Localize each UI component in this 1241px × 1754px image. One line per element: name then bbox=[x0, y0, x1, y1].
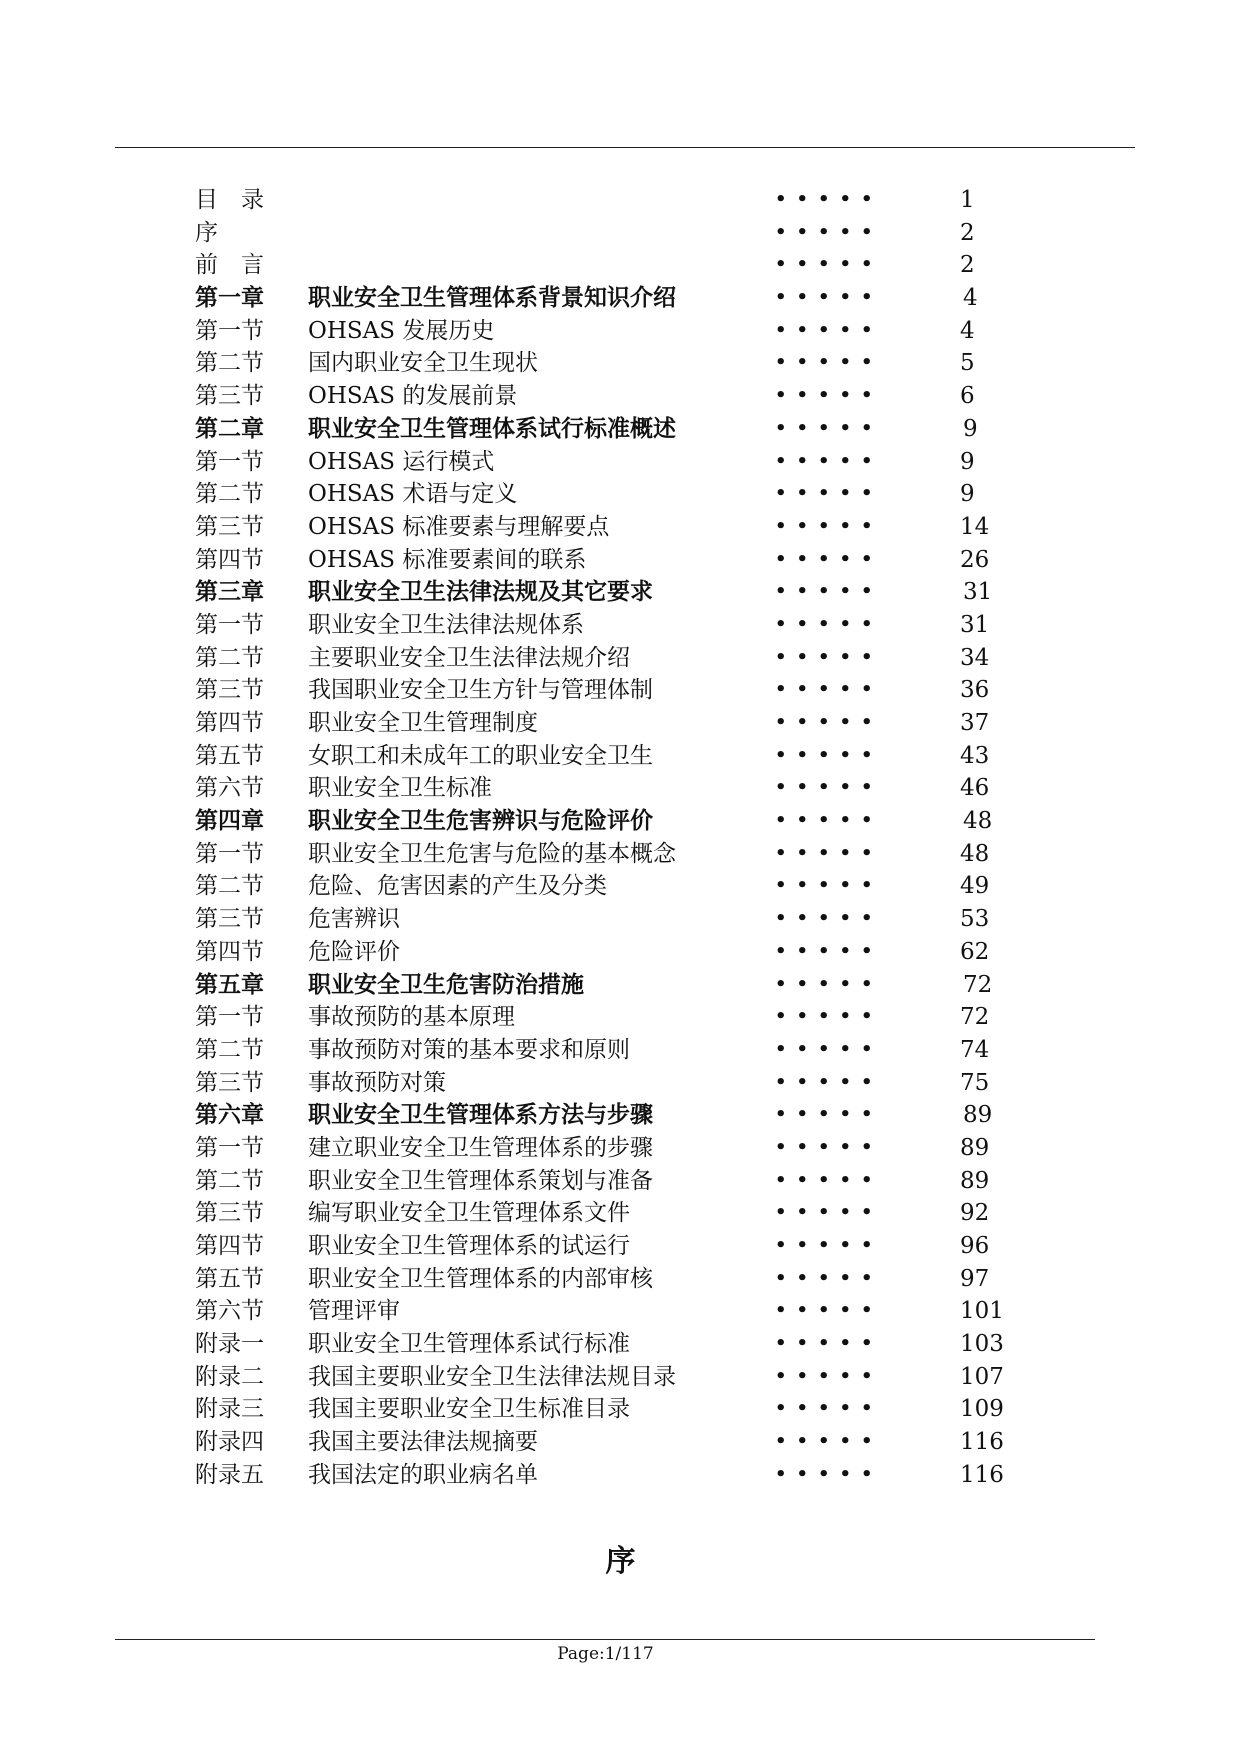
toc-entry-section[interactable] bbox=[195, 609, 1025, 642]
toc-entry-section[interactable] bbox=[195, 903, 1025, 936]
toc-entry-chapter[interactable] bbox=[195, 805, 1025, 838]
toc-leader-dots: ••••• bbox=[775, 810, 883, 832]
toc-entry-title: 职业安全卫生危害与危险的基本概念 bbox=[308, 840, 676, 867]
toc-entry-title: 女职工和未成年工的职业安全卫生 bbox=[308, 742, 653, 769]
toc-leader-dots: ••••• bbox=[775, 221, 883, 243]
toc-leader-dots: ••••• bbox=[775, 744, 883, 766]
footer-rule bbox=[115, 1639, 1095, 1640]
toc-entry-title: 管理评审 bbox=[308, 1298, 400, 1325]
toc-entry-section[interactable] bbox=[195, 511, 1025, 544]
toc-entry-title: 职业安全卫生管理体系方法与步骤 bbox=[308, 1101, 653, 1129]
toc-entry-section[interactable] bbox=[195, 1132, 1025, 1165]
toc-entry-number: 附录二 bbox=[195, 1363, 264, 1390]
toc-entry-chapter[interactable] bbox=[195, 576, 1025, 609]
toc-entry-title: 危害辨识 bbox=[308, 906, 400, 933]
toc-entry-chapter[interactable] bbox=[195, 413, 1025, 446]
toc-entry-chapter[interactable] bbox=[195, 1099, 1025, 1132]
toc-entry-page: 107 bbox=[960, 1363, 1004, 1390]
toc-entry-section[interactable] bbox=[195, 838, 1025, 871]
toc-entry-number: 第一节 bbox=[195, 840, 264, 867]
toc-leader-dots: ••••• bbox=[775, 483, 883, 505]
toc-entry-page: 9 bbox=[963, 415, 978, 442]
toc-entry-page: 1 bbox=[960, 187, 975, 213]
toc-leader-dots: ••••• bbox=[775, 1333, 883, 1355]
toc-leader-dots: ••••• bbox=[775, 450, 883, 472]
toc-entry-page: 92 bbox=[960, 1200, 990, 1227]
toc-leader-dots: ••••• bbox=[775, 1104, 883, 1126]
toc-entry-title: 职业安全卫生法律法规及其它要求 bbox=[308, 578, 653, 606]
toc-leader-dots: ••••• bbox=[775, 1365, 883, 1387]
toc-entry-section[interactable] bbox=[195, 1230, 1025, 1263]
toc-entry-number: 第二节 bbox=[195, 1036, 264, 1063]
toc-entry-title: OHSAS 的发展前景 bbox=[308, 383, 518, 410]
toc-entry-page: 72 bbox=[960, 1004, 990, 1031]
toc-entry-number: 第二章 bbox=[195, 414, 264, 442]
toc-entry-page: 109 bbox=[960, 1396, 1004, 1423]
toc-leader-dots: ••••• bbox=[775, 908, 883, 930]
toc-entry-section[interactable] bbox=[195, 1165, 1025, 1198]
toc-leader-dots: ••••• bbox=[775, 385, 883, 407]
toc-entry-title: 事故预防对策的基本要求和原则 bbox=[308, 1036, 630, 1063]
toc-leader-dots: ••••• bbox=[775, 875, 883, 897]
toc-entry-title: 职业安全卫生标准 bbox=[308, 775, 492, 802]
toc-leader-dots: ••••• bbox=[775, 1038, 883, 1060]
toc-leader-dots: ••••• bbox=[775, 1300, 883, 1322]
toc-entry-page: 75 bbox=[960, 1069, 990, 1096]
toc-entry-number: 第三节 bbox=[195, 383, 264, 410]
toc-leader-dots: ••••• bbox=[775, 842, 883, 864]
toc-entry-number: 第一节 bbox=[195, 1004, 264, 1031]
toc-entry-number: 第五节 bbox=[195, 1265, 264, 1292]
toc-leader-dots: ••••• bbox=[775, 1431, 883, 1453]
toc-leader-dots: ••••• bbox=[775, 1235, 883, 1256]
toc-entry-page: 43 bbox=[960, 742, 990, 769]
toc-entry-page: 89 bbox=[963, 1102, 993, 1129]
toc-entry-page: 96 bbox=[960, 1233, 990, 1259]
toc-entry-page: 103 bbox=[960, 1331, 1004, 1358]
toc-entry-title: 危险评价 bbox=[308, 938, 400, 965]
toc-entry-number: 第四节 bbox=[195, 1233, 264, 1259]
section-heading-preface: 序 bbox=[605, 1544, 636, 1579]
toc-entry-number: 第三章 bbox=[195, 578, 264, 606]
toc-entry-number: 第三节 bbox=[195, 513, 264, 540]
toc-entry-title: 职业安全卫生法律法规体系 bbox=[308, 611, 584, 638]
toc-entry-page: 74 bbox=[960, 1036, 990, 1063]
toc-entry-number: 第四节 bbox=[195, 938, 264, 965]
toc-entry-section[interactable] bbox=[195, 642, 1025, 675]
toc-entry-number: 第三节 bbox=[195, 906, 264, 933]
toc-entry-title: 职业安全卫生管理体系的试运行 bbox=[308, 1233, 630, 1259]
toc-entry-number: 附录五 bbox=[195, 1461, 264, 1488]
toc-entry-page: 49 bbox=[960, 873, 990, 900]
toc-entry-number: 第六章 bbox=[195, 1101, 264, 1129]
toc-entry-title: OHSAS 标准要素间的联系 bbox=[308, 546, 587, 573]
toc-entry-page: 46 bbox=[960, 775, 990, 802]
toc-entry-section[interactable] bbox=[195, 1197, 1025, 1230]
toc-entry-page: 6 bbox=[960, 383, 975, 410]
toc-entry-page: 14 bbox=[960, 513, 990, 540]
toc-entry-section[interactable] bbox=[195, 674, 1025, 707]
toc-entry-section[interactable] bbox=[195, 315, 1025, 348]
footer-page-number: Page:1/117 bbox=[557, 1644, 654, 1664]
toc-entry-page: 53 bbox=[960, 906, 990, 933]
toc-entry-title: 事故预防的基本原理 bbox=[308, 1004, 515, 1031]
toc-entry-section[interactable] bbox=[195, 1067, 1025, 1100]
table-of-contents bbox=[195, 184, 1025, 1492]
toc-entry-number: 第六节 bbox=[195, 775, 264, 802]
toc-entry-page: 4 bbox=[963, 285, 978, 312]
toc-entry-title: OHSAS 标准要素与理解要点 bbox=[308, 513, 610, 540]
toc-entry-title: 职业安全卫生管理体系试行标准 bbox=[308, 1331, 630, 1358]
toc-leader-dots: ••••• bbox=[775, 417, 883, 439]
toc-entry-number: 第四节 bbox=[195, 710, 264, 736]
toc-entry-number: 第三节 bbox=[195, 677, 264, 704]
toc-leader-dots: ••••• bbox=[775, 548, 883, 570]
toc-entry-appendix[interactable] bbox=[195, 1361, 1025, 1394]
toc-entry-page: 31 bbox=[960, 611, 990, 638]
toc-leader-dots: ••••• bbox=[775, 613, 883, 635]
toc-entry-number: 第五章 bbox=[195, 970, 264, 998]
toc-entry-number: 第一节 bbox=[195, 611, 264, 638]
toc-entry-section[interactable] bbox=[195, 936, 1025, 969]
toc-entry-page: 62 bbox=[960, 938, 990, 965]
toc-entry-page: 116 bbox=[960, 1429, 1004, 1456]
toc-entry-page: 89 bbox=[960, 1134, 990, 1161]
toc-entry-title: 我国职业安全卫生方针与管理体制 bbox=[308, 677, 653, 704]
toc-leader-dots: ••••• bbox=[775, 1202, 883, 1224]
toc-entry-section[interactable] bbox=[195, 544, 1025, 577]
toc-entry-page: 48 bbox=[963, 808, 993, 835]
toc-entry-front[interactable] bbox=[195, 217, 1025, 250]
toc-entry-page: 72 bbox=[963, 971, 993, 998]
toc-entry-front[interactable] bbox=[195, 249, 1025, 282]
toc-entry-number: 第二节 bbox=[195, 644, 264, 671]
toc-entry-title: OHSAS 术语与定义 bbox=[308, 481, 518, 508]
toc-entry-page: 48 bbox=[960, 840, 990, 867]
toc-leader-dots: ••••• bbox=[775, 352, 883, 374]
toc-entry-page: 97 bbox=[960, 1265, 990, 1292]
toc-entry-page: 89 bbox=[960, 1167, 990, 1194]
toc-leader-dots: ••••• bbox=[775, 646, 883, 668]
toc-entry-number: 第二节 bbox=[195, 350, 264, 377]
toc-entry-number: 第一章 bbox=[195, 284, 264, 312]
toc-entry-number: 附录一 bbox=[195, 1331, 264, 1358]
toc-entry-page: 2 bbox=[960, 252, 975, 279]
toc-entry-page: 9 bbox=[960, 448, 975, 475]
toc-entry-number: 第五节 bbox=[195, 742, 264, 769]
toc-entry-title: 国内职业安全卫生现状 bbox=[308, 350, 538, 377]
toc-leader-dots: ••••• bbox=[775, 1169, 883, 1191]
toc-entry-title: 职业安全卫生危害辨识与危险评价 bbox=[308, 807, 653, 835]
toc-entry-number: 第一节 bbox=[195, 317, 264, 344]
toc-leader-dots: ••••• bbox=[775, 189, 883, 210]
toc-leader-dots: ••••• bbox=[775, 1006, 883, 1028]
toc-entry-appendix[interactable] bbox=[195, 1459, 1025, 1492]
toc-leader-dots: ••••• bbox=[775, 973, 883, 995]
toc-entry-number: 序 bbox=[195, 219, 218, 246]
toc-entry-section[interactable] bbox=[195, 380, 1025, 413]
toc-entry-chapter[interactable] bbox=[195, 282, 1025, 315]
toc-leader-dots: ••••• bbox=[775, 712, 883, 733]
toc-leader-dots: ••••• bbox=[775, 1267, 883, 1289]
toc-entry-page: 2 bbox=[960, 219, 975, 246]
toc-entry-section[interactable] bbox=[195, 740, 1025, 773]
toc-entry-number: 第四节 bbox=[195, 546, 264, 573]
toc-entry-number: 附录三 bbox=[195, 1396, 264, 1423]
toc-entry-section[interactable] bbox=[195, 347, 1025, 380]
toc-entry-number: 第六节 bbox=[195, 1298, 264, 1325]
toc-entry-title: 危险、危害因素的产生及分类 bbox=[308, 873, 607, 900]
toc-entry-number: 第二节 bbox=[195, 873, 264, 900]
toc-entry-title: 职业安全卫生危害防治措施 bbox=[308, 970, 584, 998]
toc-entry-title: 职业安全卫生管理体系的内部审核 bbox=[308, 1265, 653, 1292]
toc-entry-section[interactable] bbox=[195, 478, 1025, 511]
toc-entry-page: 116 bbox=[960, 1461, 1004, 1488]
header-rule bbox=[115, 147, 1135, 148]
toc-leader-dots: ••••• bbox=[775, 940, 883, 962]
toc-entry-section[interactable] bbox=[195, 446, 1025, 479]
toc-leader-dots: ••••• bbox=[775, 777, 883, 799]
toc-entry-section[interactable] bbox=[195, 1034, 1025, 1067]
toc-entry-title: 职业安全卫生管理体系背景知识介绍 bbox=[308, 284, 676, 312]
toc-entry-number: 第二节 bbox=[195, 481, 264, 508]
toc-entry-chapter[interactable] bbox=[195, 969, 1025, 1002]
toc-entry-number: 附录四 bbox=[195, 1429, 264, 1456]
toc-leader-dots: ••••• bbox=[775, 1071, 883, 1093]
toc-entry-number: 前 言 bbox=[195, 252, 264, 279]
toc-leader-dots: ••••• bbox=[775, 319, 883, 341]
toc-entry-number: 目 录 bbox=[195, 187, 264, 213]
toc-entry-front[interactable] bbox=[195, 184, 1025, 217]
toc-entry-title: 我国主要职业安全卫生标准目录 bbox=[308, 1396, 630, 1423]
toc-entry-section[interactable] bbox=[195, 1001, 1025, 1034]
toc-entry-title: 职业安全卫生管理体系试行标准概述 bbox=[308, 414, 676, 442]
toc-entry-title: 编写职业安全卫生管理体系文件 bbox=[308, 1200, 630, 1227]
toc-entry-number: 第三节 bbox=[195, 1200, 264, 1227]
toc-entry-page: 31 bbox=[963, 579, 993, 606]
toc-entry-title: OHSAS 运行模式 bbox=[308, 448, 495, 475]
toc-entry-title: 职业安全卫生管理体系策划与准备 bbox=[308, 1167, 653, 1194]
toc-entry-page: 37 bbox=[960, 710, 990, 736]
toc-entry-section[interactable] bbox=[195, 870, 1025, 903]
toc-entry-number: 第四章 bbox=[195, 807, 264, 835]
toc-entry-section[interactable] bbox=[195, 1295, 1025, 1328]
toc-entry-section[interactable] bbox=[195, 1263, 1025, 1296]
toc-leader-dots: ••••• bbox=[775, 581, 883, 603]
toc-entry-section[interactable] bbox=[195, 772, 1025, 805]
toc-entry-title: 我国主要职业安全卫生法律法规目录 bbox=[308, 1363, 676, 1390]
toc-leader-dots: ••••• bbox=[775, 679, 883, 701]
toc-entry-title: 我国法定的职业病名单 bbox=[308, 1461, 538, 1488]
toc-leader-dots: ••••• bbox=[775, 1398, 883, 1420]
toc-entry-title: 事故预防对策 bbox=[308, 1069, 446, 1096]
toc-entry-page: 34 bbox=[960, 644, 990, 671]
toc-entry-appendix[interactable] bbox=[195, 1393, 1025, 1426]
toc-leader-dots: ••••• bbox=[775, 1136, 883, 1158]
toc-entry-title: 职业安全卫生管理制度 bbox=[308, 710, 538, 736]
toc-leader-dots: ••••• bbox=[775, 1463, 883, 1485]
toc-entry-title: OHSAS 发展历史 bbox=[308, 317, 495, 344]
toc-entry-page: 5 bbox=[960, 350, 975, 377]
toc-entry-appendix[interactable] bbox=[195, 1328, 1025, 1361]
toc-entry-title: 我国主要法律法规摘要 bbox=[308, 1429, 538, 1456]
toc-leader-dots: ••••• bbox=[775, 287, 883, 309]
toc-entry-number: 第三节 bbox=[195, 1069, 264, 1096]
toc-entry-title: 主要职业安全卫生法律法规介绍 bbox=[308, 644, 630, 671]
toc-entry-number: 第一节 bbox=[195, 1134, 264, 1161]
toc-entry-section[interactable] bbox=[195, 707, 1025, 740]
toc-entry-page: 9 bbox=[960, 481, 975, 508]
toc-leader-dots: ••••• bbox=[775, 254, 883, 276]
toc-entry-title: 建立职业安全卫生管理体系的步骤 bbox=[308, 1134, 653, 1161]
toc-leader-dots: ••••• bbox=[775, 515, 883, 537]
toc-entry-page: 36 bbox=[960, 677, 990, 704]
toc-entry-appendix[interactable] bbox=[195, 1426, 1025, 1459]
toc-entry-number: 第二节 bbox=[195, 1167, 264, 1194]
toc-entry-number: 第一节 bbox=[195, 448, 264, 475]
toc-entry-page: 4 bbox=[960, 317, 975, 344]
toc-entry-page: 26 bbox=[960, 546, 990, 573]
toc-entry-page: 101 bbox=[960, 1298, 1004, 1325]
